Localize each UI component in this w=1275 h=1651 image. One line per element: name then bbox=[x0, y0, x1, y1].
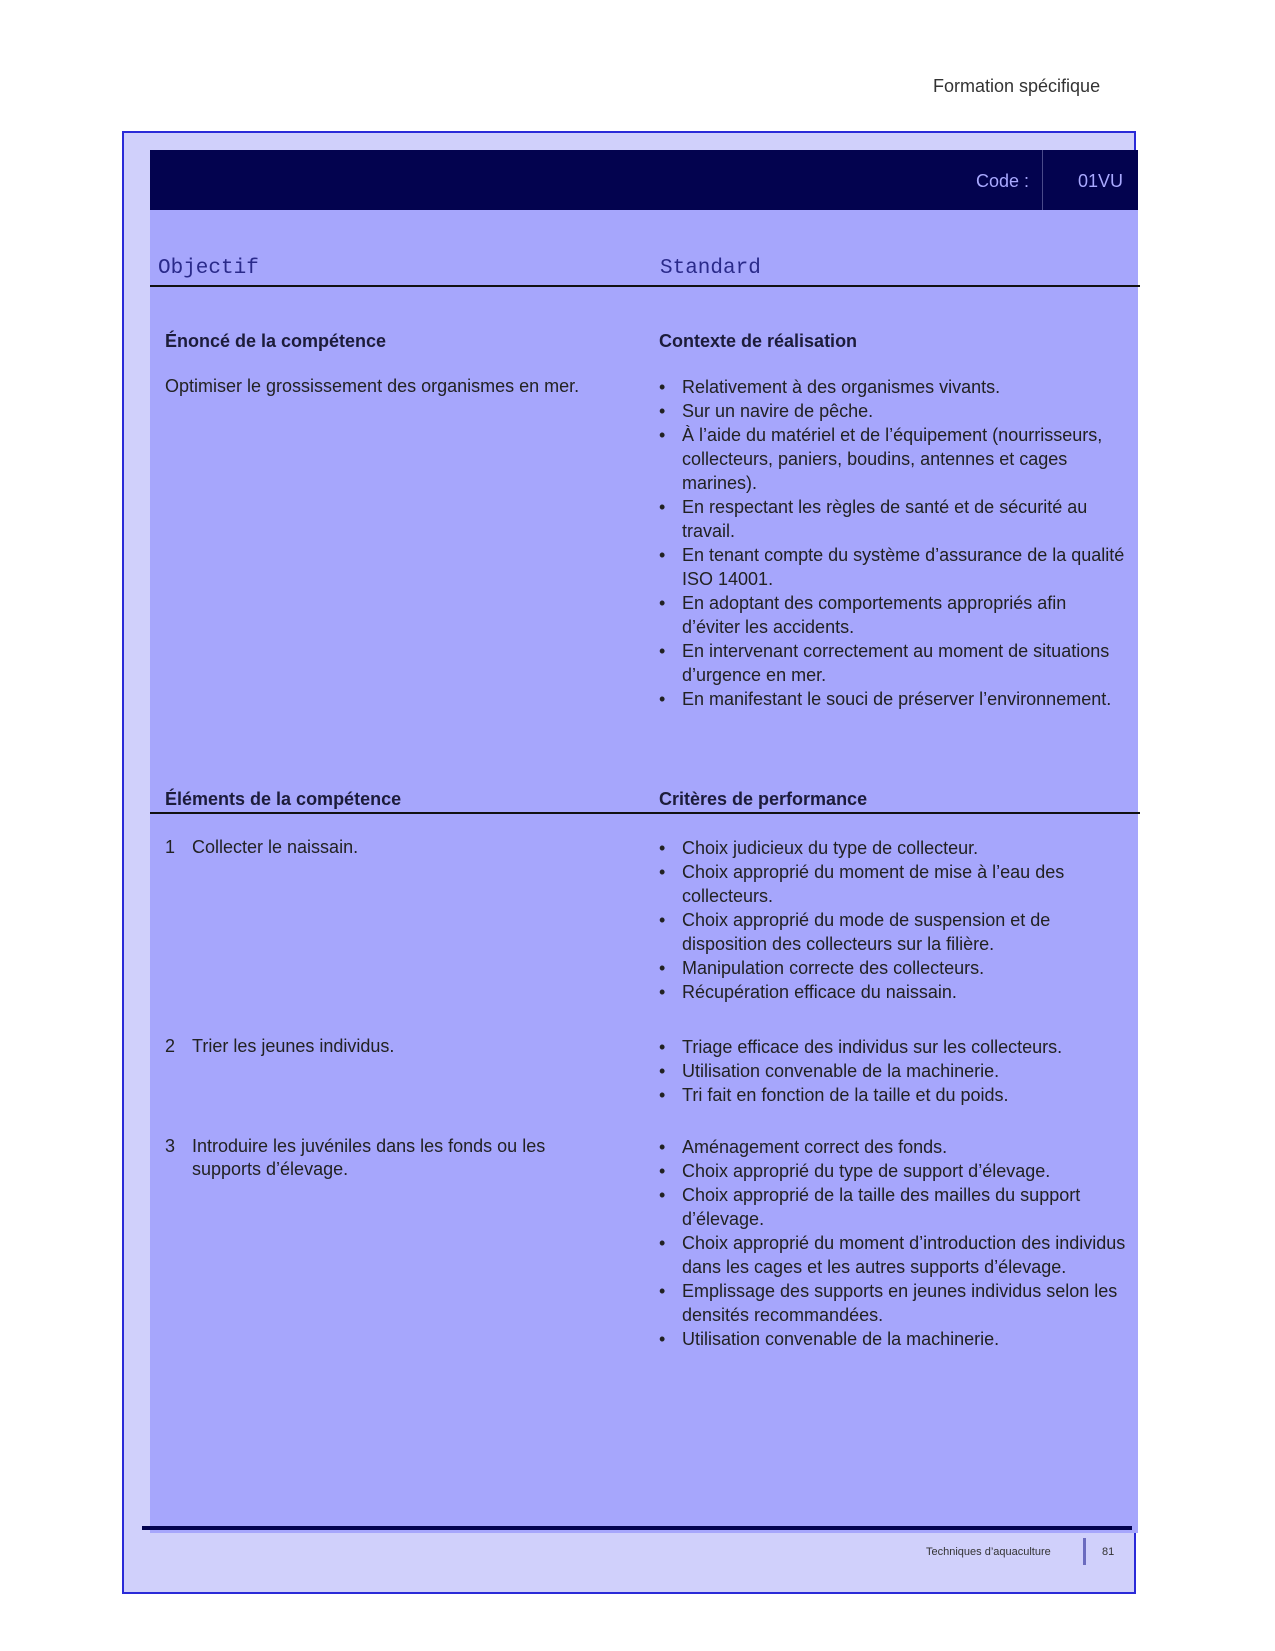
bullet-text: En tenant compte du système d’assurance de la qualité ISO 14001. bbox=[682, 545, 1125, 589]
bullet-icon: • bbox=[659, 1085, 666, 1105]
footer-separator bbox=[1083, 1538, 1086, 1565]
bullet-icon: • bbox=[659, 401, 666, 421]
element-text: Introduire les juvéniles dans les fonds ou les supports d’élevage. bbox=[192, 1136, 546, 1179]
bullet-text: Récupération efficace du naissain. bbox=[682, 982, 957, 1002]
bullet-item bbox=[659, 1183, 1129, 1231]
enonce-heading: Énoncé de la compétence bbox=[165, 331, 387, 351]
bullet-text: En manifestant le souci de préserver l’environnement. bbox=[682, 689, 1112, 709]
bullet-item bbox=[659, 375, 1129, 399]
bullet-text: Utilisation convenable de la machinerie. bbox=[682, 1061, 1000, 1081]
bullet-icon: • bbox=[659, 1161, 666, 1181]
bullet-text: En adoptant des comportements appropriés afin d’éviter les accidents. bbox=[682, 593, 1067, 637]
bullet-text: Emplissage des supports en jeunes individus selon les densités recommandées. bbox=[682, 1281, 1118, 1325]
criteria-list bbox=[659, 836, 1129, 1004]
bullet-text: Choix approprié du moment de mise à l’eau des collecteurs. bbox=[682, 862, 1065, 906]
bullet-icon: • bbox=[659, 862, 666, 882]
bullet-icon: • bbox=[659, 838, 666, 858]
bullet-item bbox=[659, 687, 1129, 711]
code-separator bbox=[1042, 150, 1043, 210]
bullet-item bbox=[659, 423, 1129, 495]
bullet-text: Choix approprié du mode de suspension et de disposition des collecteurs sur la filière. bbox=[682, 910, 1051, 954]
code-value: 01VU bbox=[1078, 171, 1124, 191]
bullet-item bbox=[659, 860, 1129, 908]
bullet-item bbox=[659, 1231, 1129, 1279]
bullet-item bbox=[659, 1035, 1129, 1059]
bullet-item bbox=[659, 956, 1129, 980]
bullet-icon: • bbox=[659, 1185, 666, 1205]
columns-divider bbox=[150, 285, 1140, 287]
bullet-item bbox=[659, 980, 1129, 1004]
bullet-icon: • bbox=[659, 593, 666, 613]
criteria-list bbox=[659, 1135, 1129, 1351]
bullet-icon: • bbox=[659, 641, 666, 661]
standard-column-heading: Standard bbox=[660, 257, 761, 280]
bullet-icon: • bbox=[659, 1233, 666, 1253]
bullet-text: Aménagement correct des fonds. bbox=[682, 1137, 948, 1157]
objective-column-heading: Objectif bbox=[158, 257, 259, 280]
bullet-icon: • bbox=[659, 982, 666, 1002]
bullet-icon: • bbox=[659, 497, 666, 517]
bullet-icon: • bbox=[659, 958, 666, 978]
bullet-text: Choix approprié du moment d’introduction des individus dans les cages et les autres supports d’élevage. bbox=[682, 1233, 1126, 1277]
bullet-icon: • bbox=[659, 689, 666, 709]
bullet-item bbox=[659, 1159, 1129, 1183]
bullet-text: Utilisation convenable de la machinerie. bbox=[682, 1329, 1000, 1349]
bullet-item bbox=[659, 908, 1129, 956]
bullet-item bbox=[659, 1135, 1129, 1159]
bullet-icon: • bbox=[659, 377, 666, 397]
bullet-text: Tri fait en fonction de la taille et du poids. bbox=[682, 1085, 1009, 1105]
element-text: Collecter le naissain. bbox=[192, 837, 359, 857]
bullet-text: Choix approprié de la taille des mailles du support d’élevage. bbox=[682, 1185, 1081, 1229]
document-category: Formation spécifique bbox=[933, 76, 1101, 96]
enonce-text: Optimiser le grossissement des organismes en mer. bbox=[165, 376, 580, 396]
bullet-icon: • bbox=[659, 1037, 666, 1057]
page-number: 81 bbox=[1102, 1546, 1115, 1558]
bullet-item bbox=[659, 639, 1129, 687]
bullet-item bbox=[659, 1059, 1129, 1083]
bullet-item bbox=[659, 399, 1129, 423]
criteria-list bbox=[659, 1035, 1129, 1107]
bullet-item bbox=[659, 836, 1129, 860]
element-number: 1 bbox=[165, 837, 176, 857]
bullet-text: Choix approprié du type de support d’élevage. bbox=[682, 1161, 1051, 1181]
bullet-text: Sur un navire de pêche. bbox=[682, 401, 874, 421]
bullet-item bbox=[659, 1083, 1129, 1107]
element-number: 2 bbox=[165, 1036, 176, 1056]
bullet-icon: • bbox=[659, 910, 666, 930]
code-label: Code : bbox=[976, 171, 1030, 191]
footer-program: Techniques d’aquaculture bbox=[926, 1546, 1051, 1558]
bullet-item bbox=[659, 1279, 1129, 1327]
bullet-text: À l’aide du matériel et de l’équipement (nourrisseurs, collecteurs, paniers, boudins, antennes et cages marines). bbox=[682, 425, 1103, 493]
bullet-text: En intervenant correctement au moment de situations d’urgence en mer. bbox=[682, 641, 1110, 685]
bullet-item bbox=[659, 591, 1129, 639]
footer-rule bbox=[142, 1526, 1132, 1530]
element-text: Trier les jeunes individus. bbox=[192, 1036, 395, 1056]
bullet-icon: • bbox=[659, 1281, 666, 1301]
bullet-text: Choix judicieux du type de collecteur. bbox=[682, 838, 979, 858]
bullet-item bbox=[659, 1327, 1129, 1351]
bullet-text: Relativement à des organismes vivants. bbox=[682, 377, 1001, 397]
bullet-icon: • bbox=[659, 425, 666, 445]
elements-heading: Éléments de la compétence bbox=[165, 789, 402, 809]
contexte-heading: Contexte de réalisation bbox=[659, 331, 858, 351]
elements-divider bbox=[150, 812, 1140, 814]
bullet-text: Manipulation correcte des collecteurs. bbox=[682, 958, 985, 978]
contexte-list bbox=[659, 375, 1129, 711]
element-number: 3 bbox=[165, 1136, 176, 1156]
bullet-icon: • bbox=[659, 1137, 666, 1157]
criteres-heading: Critères de performance bbox=[659, 789, 868, 809]
bullet-item bbox=[659, 543, 1129, 591]
bullet-icon: • bbox=[659, 545, 666, 565]
bullet-text: Triage efficace des individus sur les collecteurs. bbox=[682, 1037, 1063, 1057]
bullet-icon: • bbox=[659, 1061, 666, 1081]
bullet-item bbox=[659, 495, 1129, 543]
bullet-icon: • bbox=[659, 1329, 666, 1349]
bullet-text: En respectant les règles de santé et de sécurité au travail. bbox=[682, 497, 1088, 541]
